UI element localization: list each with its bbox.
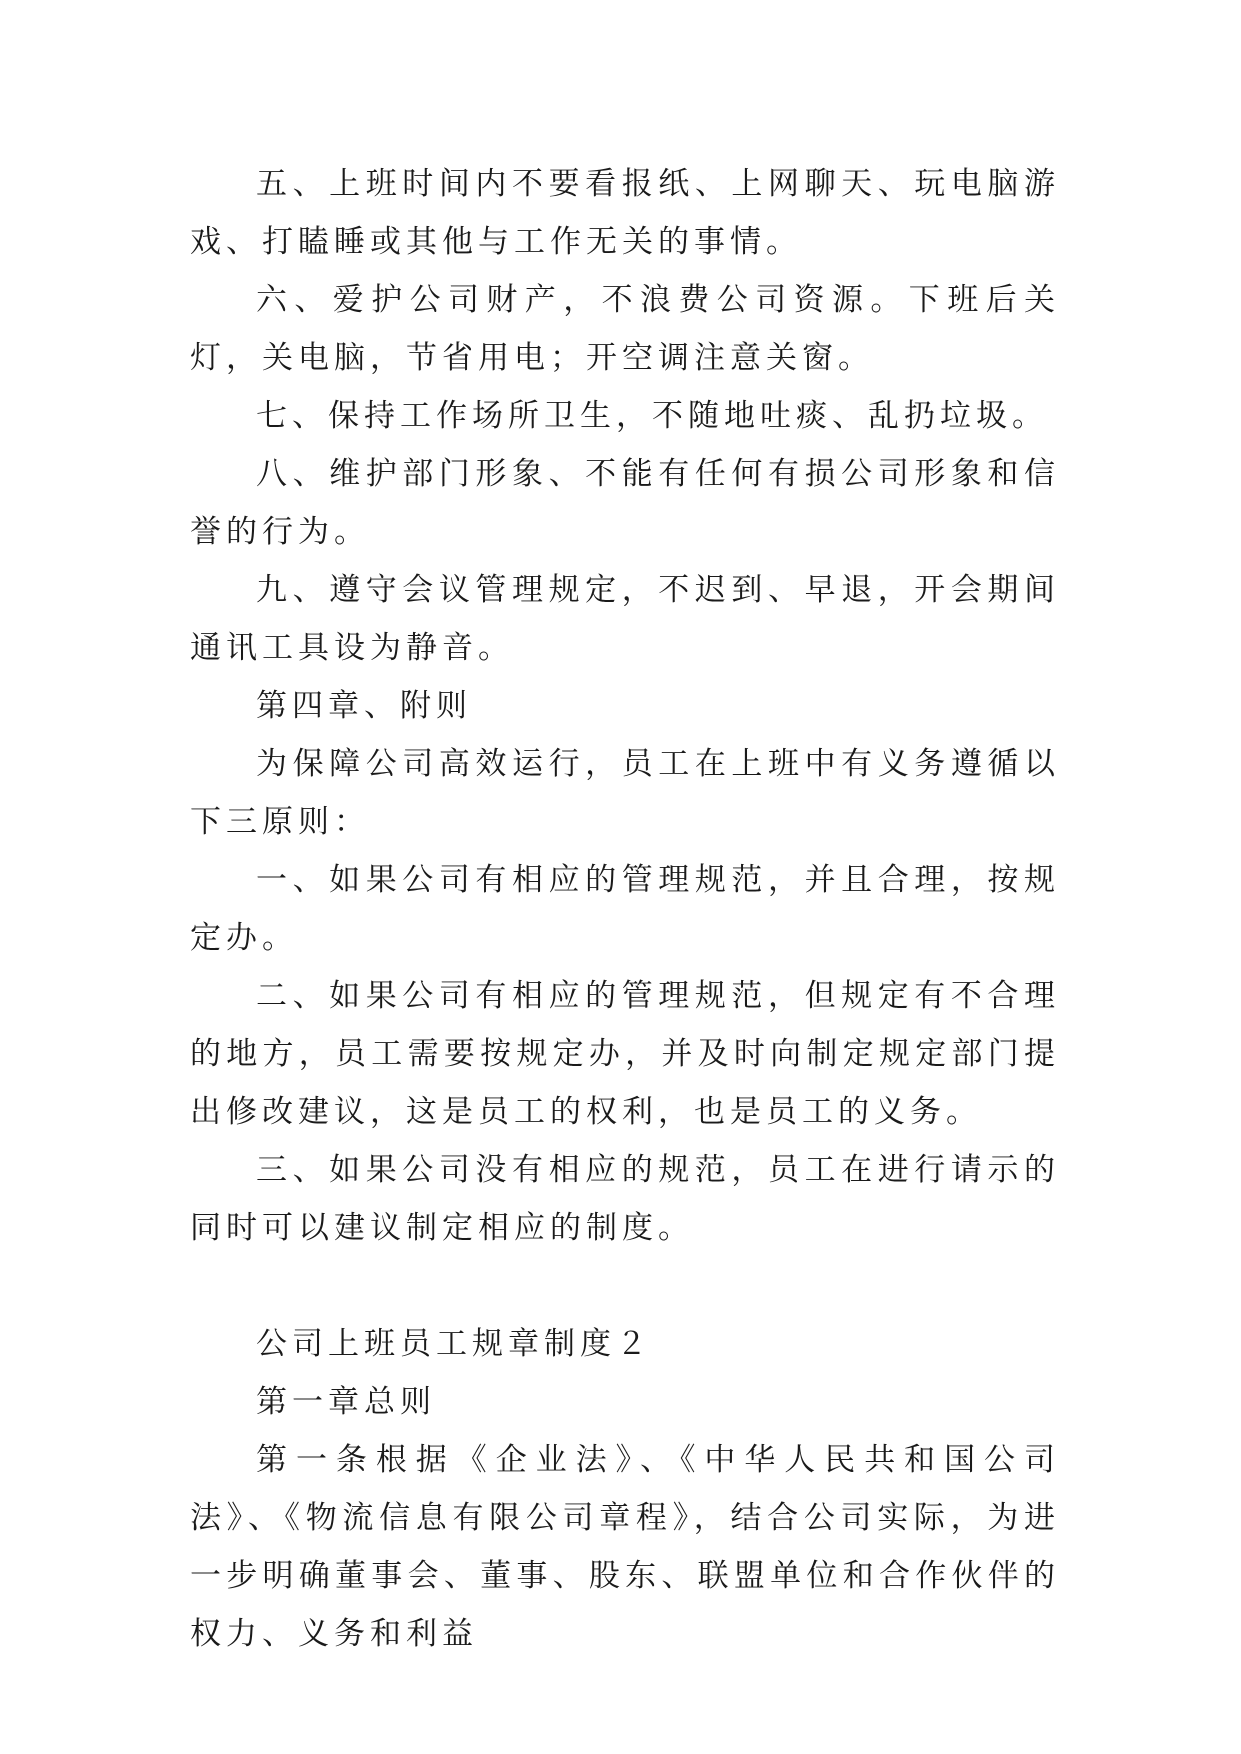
section-spacer	[190, 1257, 1060, 1315]
document-body	[190, 155, 1060, 1663]
paragraph-rule-6: 六、爱护公司财产，不浪费公司资源。下班后关灯，关电脑，节省用电；开空调注意关窗。	[190, 282, 1060, 376]
paragraph-article-1: 第一条根据《企业法》、《中华人民共和国公司法》、《物流信息有限公司章程》，结合公司实际，为进一步明确董事会、董事、股东、联盟单位和合作伙伴的权力、义务和利益	[190, 1442, 1060, 1652]
chapter-heading-1: 第一章总则	[256, 1384, 436, 1420]
chapter-heading-4: 第四章、附则	[256, 688, 472, 724]
paragraph-rule-8: 八、维护部门形象、不能有任何有损公司形象和信誉的行为。	[190, 456, 1060, 550]
section-title-2: 公司上班员工规章制度２	[256, 1326, 652, 1362]
paragraph-rule-5: 五、上班时间内不要看报纸、上网聊天、玩电脑游戏、打瞌睡或其他与工作无关的事情。	[190, 166, 1060, 260]
paragraph-principle-1: 一、如果公司有相应的管理规范，并且合理，按规定办。	[190, 862, 1060, 956]
paragraph-rule-9: 九、遵守会议管理规定，不迟到、早退，开会期间通讯工具设为静音。	[190, 572, 1060, 666]
paragraph-principle-3: 三、如果公司没有相应的规范，员工在进行请示的同时可以建议制定相应的制度。	[190, 1152, 1060, 1246]
paragraph-principle-2: 二、如果公司有相应的管理规范，但规定有不合理的地方，员工需要按规定办，并及时向制定规定部门提出修改建议，这是员工的权利，也是员工的义务。	[190, 978, 1060, 1130]
paragraph-rule-7: 七、保持工作场所卫生，不随地吐痰、乱扔垃圾。	[256, 398, 1048, 434]
paragraph-principles-intro: 为保障公司高效运行，员工在上班中有义务遵循以下三原则：	[190, 746, 1060, 840]
